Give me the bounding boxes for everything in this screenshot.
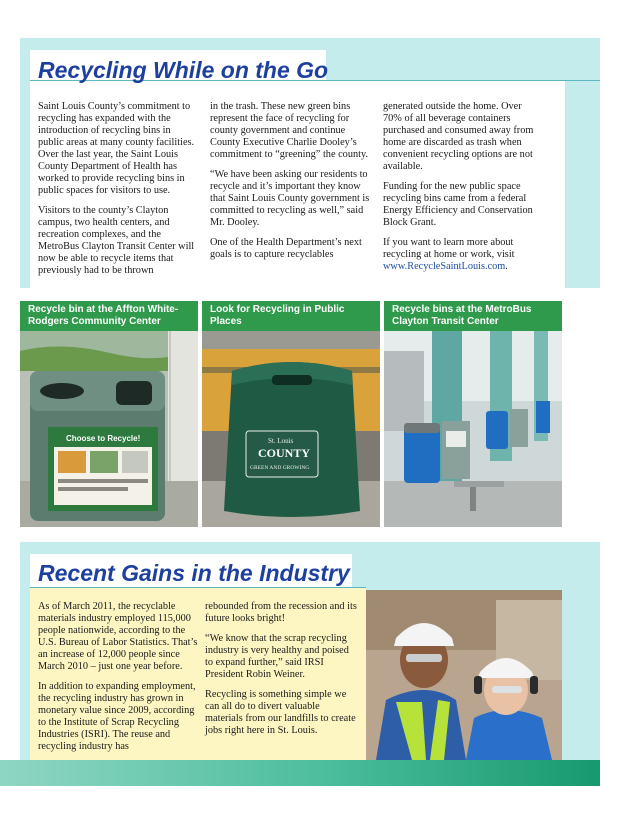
section1-column-2 — [210, 101, 372, 269]
transit-bins-illustration — [384, 331, 562, 527]
section1-title: Recycling While on the Go — [38, 57, 329, 83]
paragraph — [383, 237, 543, 273]
photo-caption-metrobus: Recycle bins at the MetroBus Clayton Transit Center — [384, 301, 562, 331]
workers-illustration — [366, 590, 562, 760]
paragraph: Visitors to the county’s Clayton campus, two health centers, and recreation complexes, and the MetroBus Clayton Transit Center will now be able to recycle items that previously had to be thrown — [38, 205, 195, 276]
section2-column-2 — [205, 601, 357, 745]
paragraph: Funding for the new public space recycling bins came from a federal Energy Efficiency and Conservation Block Grant. — [383, 181, 533, 228]
bin-label-3: GREEN AND GROWING — [250, 465, 310, 471]
photo-caption-public-places: Look for Recycling in Public Places — [202, 301, 380, 331]
paragraph-text: If you want to learn more about recycling at home or work, visit — [383, 237, 515, 260]
paragraph: “We know that the scrap recycling industry is very healthy and poised to expand further,” said IRSI President Robin Weiner. — [205, 633, 349, 680]
photo-metrobus-transit-bins — [384, 331, 562, 527]
bin-sign-text: Choose to Recycle! — [66, 434, 141, 443]
link-period: . — [505, 261, 508, 272]
paragraph: generated outside the home. Over 70% of all beverage containers purchased and consumed away from home are discarded as trash when convenient recycling options are not available. — [383, 101, 534, 172]
paragraph: rebounded from the recession and its future looks bright! — [205, 601, 357, 624]
paragraph: in the trash. These new green bins represent the face of recycling for county government and continue County Executive Charlie Dooley’s commitment to “greening” the county. — [210, 101, 369, 160]
section2-column-1 — [38, 601, 198, 761]
paragraph: In addition to expanding employment, the recycling industry has grown in monetary value since 2009, according to the Institute of Scrap Recycling Industries (ISRI). The reuse and recycling industry has — [38, 681, 196, 752]
recycle-saint-louis-link[interactable]: www.RecycleSaintLouis.com — [383, 261, 506, 272]
section1-column-1 — [38, 101, 196, 285]
bin-label-1: St. Louis — [268, 437, 294, 445]
section1-column-3 — [383, 101, 543, 281]
footer-gradient-bar — [0, 760, 600, 786]
paragraph: Saint Louis County’s commitment to recycling has expanded with the introduction of recycling bins in public areas at many county facilities. Over the last year, the Saint Louis County Department of Health has worked to provide recycling bins in public spaces for visitors to use. — [38, 101, 195, 196]
affton-bin-illustration — [20, 331, 198, 527]
county-bin-illustration — [202, 331, 380, 527]
bin-label-2: COUNTY — [258, 446, 311, 460]
paragraph: Recycling is something simple we can all do to divert valuable materials from our landfills to create jobs right here in St. Louis. — [205, 689, 356, 736]
paragraph: “We have been asking our residents to recycle and it’s important they know that Saint Louis County government is committed to recycling as well,” said Mr. Dooley. — [210, 169, 370, 228]
photo-caption-affton: Recycle bin at the Affton White-Rodgers Community Center — [20, 301, 198, 331]
section2-title: Recent Gains in the Industry — [38, 560, 350, 586]
paragraph: One of the Health Department’s next goals is to capture recyclables — [210, 237, 362, 260]
photo-affton-recycle-bin — [20, 331, 198, 527]
photo-county-green-bin — [202, 331, 380, 527]
photo-recycling-workers — [366, 590, 562, 760]
paragraph: As of March 2011, the recyclable materials industry employed 115,000 people nationwide, according to the U.S. Bureau of Labor Statistics. That’s an increase of 12,000 people since March 2010 – just one year before. — [38, 601, 198, 672]
